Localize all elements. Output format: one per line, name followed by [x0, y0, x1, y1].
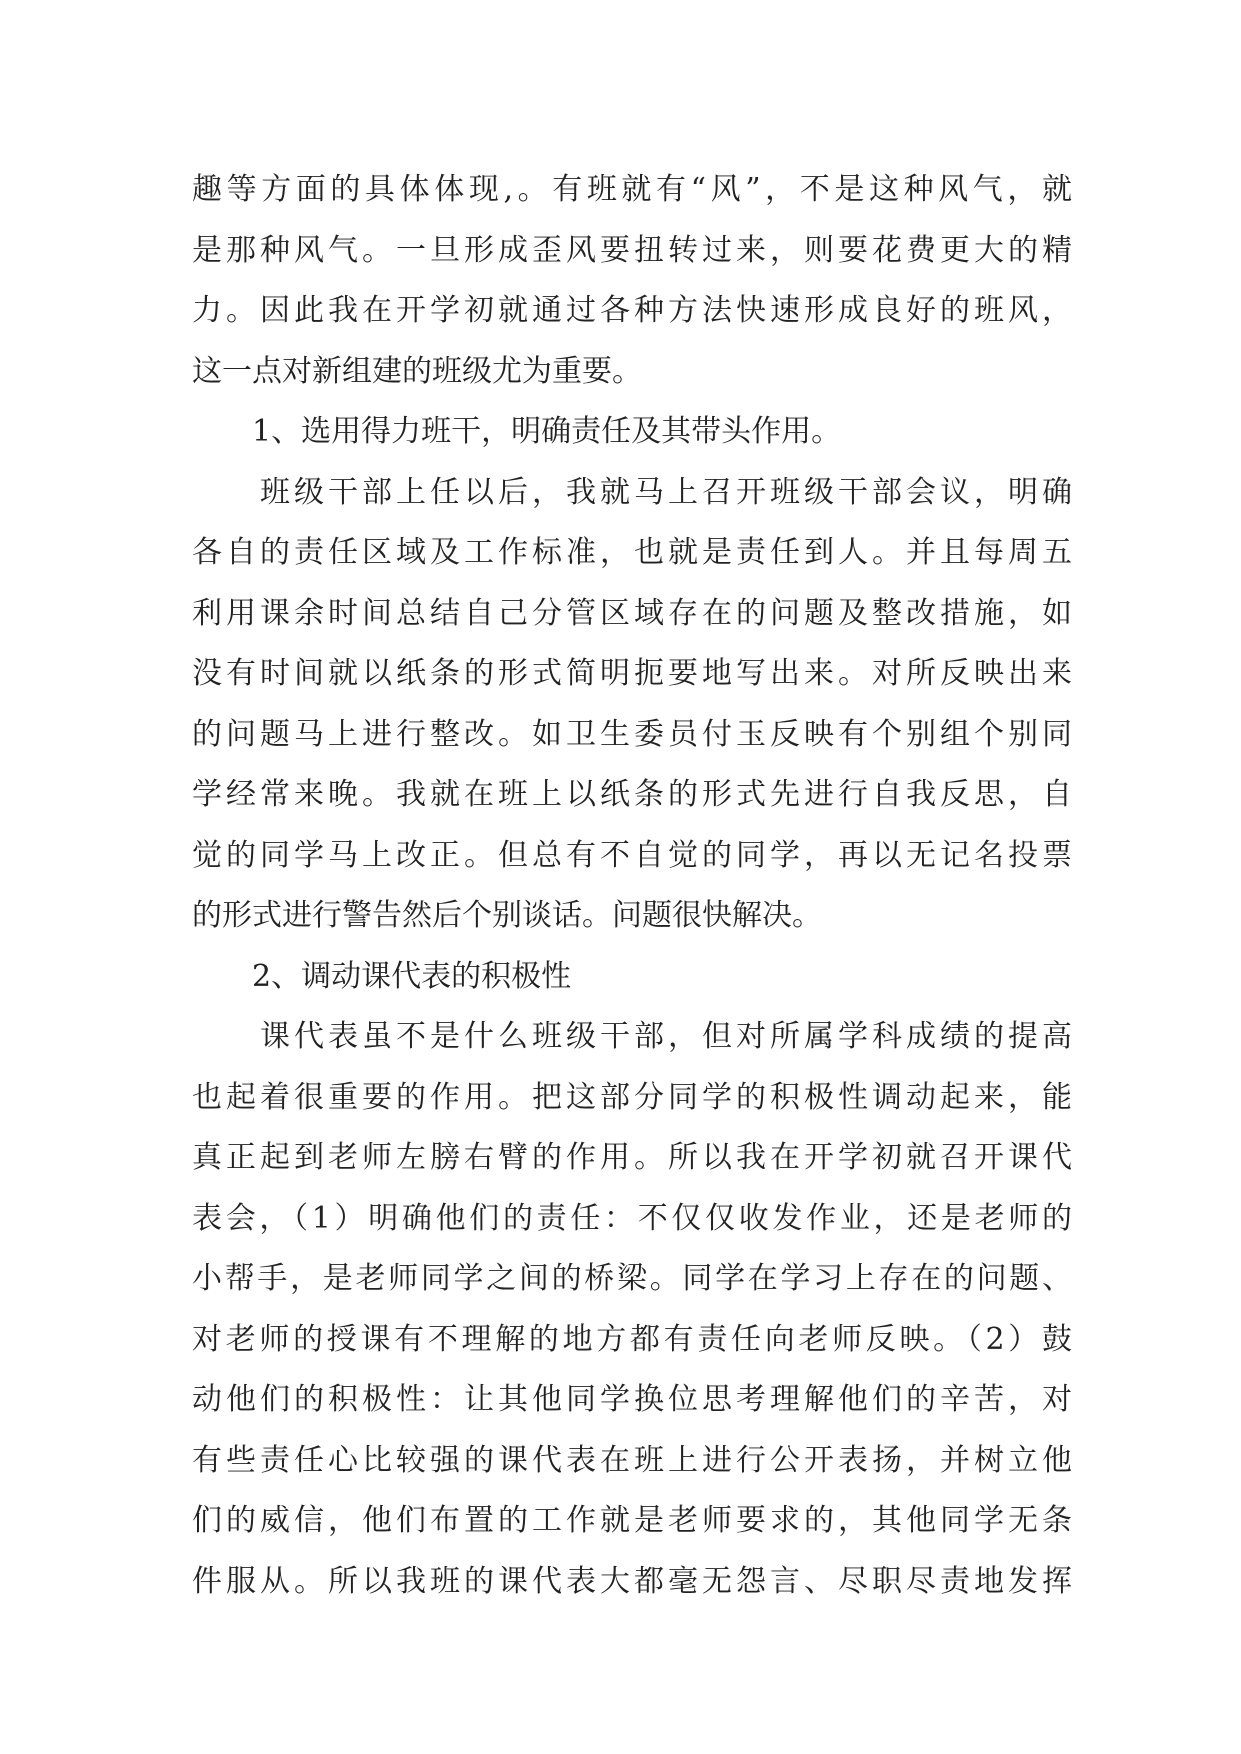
text-line: 真正起到老师左膀右臂的作用。所以我在开学初就召开课代 — [192, 1140, 1072, 1175]
text-line: 小帮手，是老师同学之间的桥梁。同学在学习上存在的问题、 — [192, 1261, 1072, 1296]
text-line: 课代表虽不是什么班级干部，但对所属学科成绩的提高 — [192, 1019, 1072, 1054]
text-line: 1、选用得力班干，明确责任及其带头作用。 — [192, 414, 842, 449]
document-body — [192, 160, 1072, 1612]
text-line: 利用课余时间总结自己分管区域存在的问题及整改措施，如 — [192, 595, 1072, 631]
text-line: 也起着很重要的作用。把这部分同学的积极性调动起来，能 — [192, 1079, 1072, 1115]
text-line: 表会，（1）明确他们的责任：不仅仅收发作业，还是老师的 — [192, 1200, 1072, 1236]
text-line: 力。因此我在开学初就通过各种方法快速形成良好的班风， — [192, 293, 1072, 328]
text-line: 这一点对新组建的班级尤为重要。 — [192, 353, 642, 389]
text-line: 的形式进行警告然后个别谈话。问题很快解决。 — [192, 898, 822, 933]
text-line: 各自的责任区域及工作标准，也就是责任到人。并且每周五 — [192, 535, 1072, 570]
text-line: 觉的同学马上改正。但总有不自觉的同学，再以无记名投票 — [192, 837, 1072, 873]
text-line: 2、调动课代表的积极性 — [192, 958, 572, 994]
text-line: 动他们的积极性：让其他同学换位思考理解他们的辛苦，对 — [192, 1382, 1072, 1417]
text-line: 是那种风气。一旦形成歪风要扭转过来，则要花费更大的精 — [192, 232, 1072, 268]
text-line: 们的威信，他们布置的工作就是老师要求的，其他同学无条 — [192, 1503, 1072, 1538]
text-line: 班级干部上任以后，我就马上召开班级干部会议，明确 — [192, 474, 1072, 510]
text-line: 趣等方面的具体体现,。有班就有“风”，不是这种风气，就 — [192, 172, 1072, 207]
text-line: 没有时间就以纸条的形式简明扼要地写出来。对所反映出来 — [192, 656, 1072, 691]
text-line: 有些责任心比较强的课代表在班上进行公开表扬，并树立他 — [192, 1442, 1072, 1478]
text-line: 件服从。所以我班的课代表大都毫无怨言、尽职尽责地发挥 — [192, 1563, 1072, 1599]
text-line: 的问题马上进行整改。如卫生委员付玉反映有个别组个别同 — [192, 716, 1072, 752]
text-line: 对老师的授课有不理解的地方都有责任向老师反映。（2）鼓 — [192, 1321, 1072, 1357]
text-line: 学经常来晚。我就在班上以纸条的形式先进行自我反思，自 — [192, 777, 1072, 812]
